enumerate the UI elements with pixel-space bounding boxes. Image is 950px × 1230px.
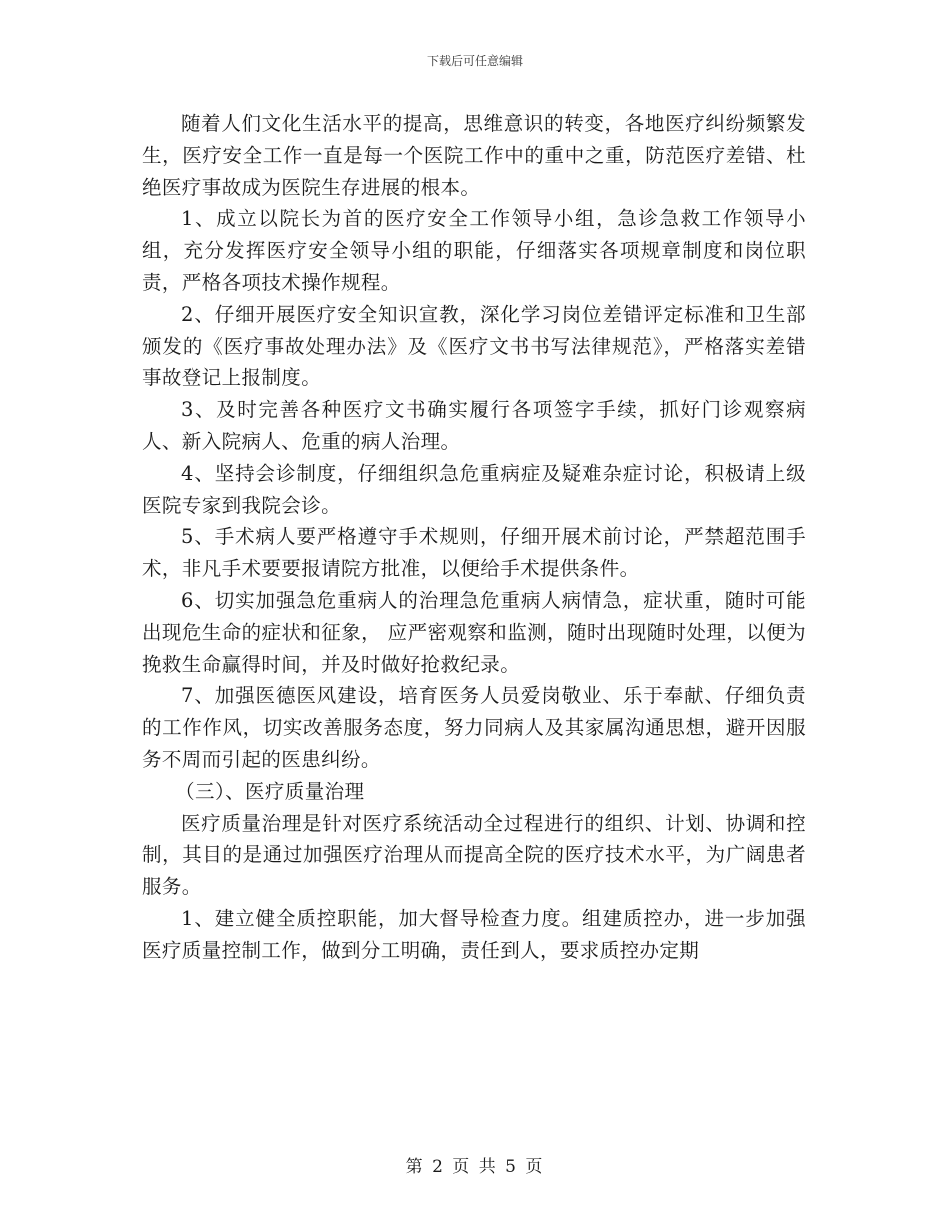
page-number-footer: 第 2 页 共 5 页: [405, 1157, 545, 1177]
header-note: 下载后可任意编辑: [426, 54, 523, 68]
paragraph-item-3: 3、及时完善各种医疗文书确实履行各项签字手续，抓好门诊观察病人、新入院病人、危重的病人治理。: [142, 398, 806, 453]
paragraph-item-6: 6、切实加强急危重病人的治理急危重病人病情急，症状重，随时可能出现危生命的症状和征象， 应严密观察和监测，随时出现随时处理，以便为挽救生命赢得时间，并及时做好抢救纪录。: [142, 588, 806, 676]
section-heading: （三）、医疗质量治理: [175, 779, 365, 803]
paragraph-quality-item-1: 1、建立健全质控职能，加大督导检查力度。组建质控办，进一步加强医疗质量控制工作，做到分工明确，责任到人，要求质控办定期: [142, 906, 806, 962]
paragraph-item-7: 7、加强医德医风建设，培育医务人员爱岗敬业、乐于奉献、仔细负责的工作作风，切实改善服务态度，努力同病人及其家属沟通思想，避开因服务不周而引起的医患纠纷。: [142, 684, 806, 771]
paragraph-item-5: 5、手术病人要严格遵守手术规则，仔细开展术前讨论，严禁超范围手术，非凡手术要要报请院方批准，以便给手术提供条件。: [142, 525, 806, 581]
paragraph-intro: 随着人们文化生活水平的提高，思维意识的转变，各地医疗纠纷频繁发生，医疗安全工作一直是每一个医院工作中的重中之重，防范医疗差错、杜绝医疗事故成为医院生存进展的根本。: [142, 112, 806, 199]
paragraph-item-2: 2、仔细开展医疗安全知识宣教，深化学习岗位差错评定标准和卫生部颁发的《医疗事故处理办法》及《医疗文书书写法律规范》，严格落实差错事故登记上报制度。: [142, 302, 806, 390]
paragraph-item-1: 1、成立以院长为首的医疗安全工作领导小组，急诊急救工作领导小组，充分发挥医疗安全领导小组的职能，仔细落实各项规章制度和岗位职责，严格各项技术操作规程。: [142, 207, 806, 294]
paragraph-item-4: 4、坚持会诊制度，仔细组织急危重病症及疑难杂症讨论，积极请上级医院专家到我院会诊。: [142, 461, 806, 517]
paragraph-quality-intro: 医疗质量治理是针对医疗系统活动全过程进行的组织、计划、协调和控制，其目的是通过加强医疗治理从而提高全院的医疗技术水平，为广阔患者服务。: [142, 811, 806, 899]
document-body: [142, 108, 806, 967]
